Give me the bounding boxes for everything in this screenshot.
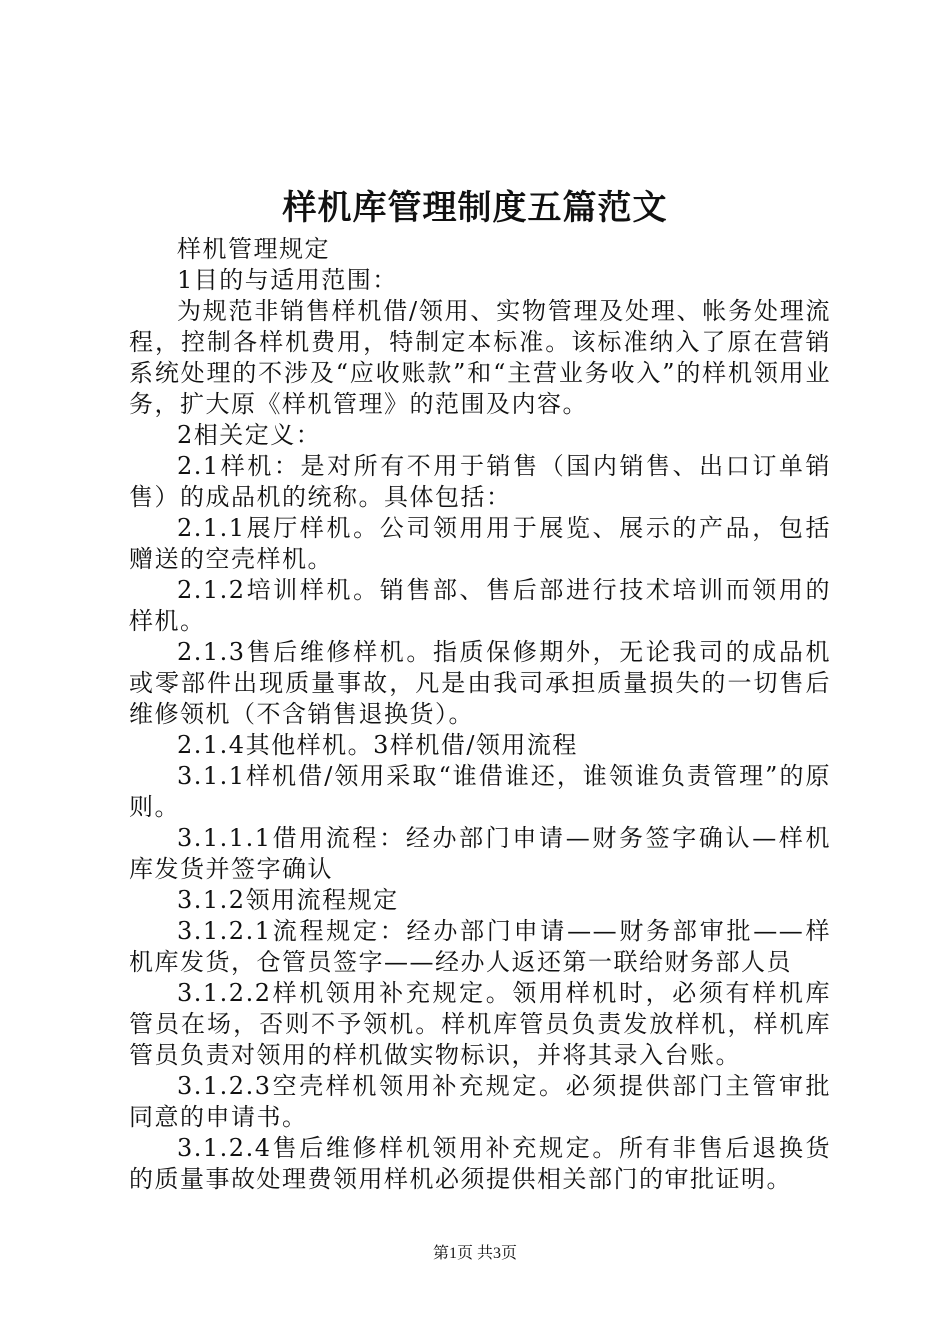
paragraph: 2.1样机：是对所有不用于销售（国内销售、出口订单销售）的成品机的统称。具体包括： (129, 452, 831, 511)
paragraph: 3.1.1.1借用流程：经办部门申请—财务签字确认—样机库发货并签字确认 (129, 824, 831, 883)
paragraph: 3.1.2.3空壳样机领用补充规定。必须提供部门主管审批同意的申请书。 (129, 1072, 831, 1131)
paragraph: 2相关定义： (177, 421, 322, 449)
paragraph: 3.1.2.2样机领用补充规定。领用样机时，必须有样机库管员在场，否则不予领机。样机库管员负责发放样机，样机库管员负责对领用的样机做实物标识，并将其录入台账。 (129, 979, 831, 1069)
paragraph: 3.1.2.1流程规定：经办部门申请——财务部审批——样机库发货，仓管员签字——经办人返还第一联给财务部人员 (129, 917, 831, 976)
page-number-footer: 第1页 共3页 (432, 1245, 517, 1262)
document-body (129, 234, 831, 1195)
paragraph: 为规范非销售样机借/领用、实物管理及处理、帐务处理流程，控制各样机费用，特制定本标准。该标准纳入了原在营销系统处理的不涉及“应收账款”和“主营业务收入”的样机领用业务，扩大原《样机管理》的范围及内容。 (129, 297, 831, 418)
paragraph: 3.1.1样机借/领用采取“谁借谁还，谁领谁负责管理”的原则。 (129, 762, 831, 821)
paragraph: 1目的与适用范围： (177, 266, 398, 294)
paragraph: 2.1.3售后维修样机。指质保修期外，无论我司的成品机或零部件出现质量事故，凡是由我司承担质量损失的一切售后维修领机（不含销售退换货）。 (129, 638, 831, 728)
paragraph: 2.1.4其他样机。3样机借/领用流程 (177, 731, 578, 759)
paragraph: 3.1.2领用流程规定 (177, 886, 399, 914)
document-title: 样机库管理制度五篇范文 (282, 188, 668, 228)
paragraph: 3.1.2.4售后维修样机领用补充规定。所有非售后退换货的质量事故处理费领用样机必须提供相关部门的审批证明。 (129, 1134, 831, 1193)
paragraph: 2.1.2培训样机。销售部、售后部进行技术培训而领用的样机。 (129, 576, 831, 635)
paragraph: 样机管理规定 (177, 235, 330, 263)
paragraph: 2.1.1展厅样机。公司领用用于展览、展示的产品，包括赠送的空壳样机。 (129, 514, 831, 573)
